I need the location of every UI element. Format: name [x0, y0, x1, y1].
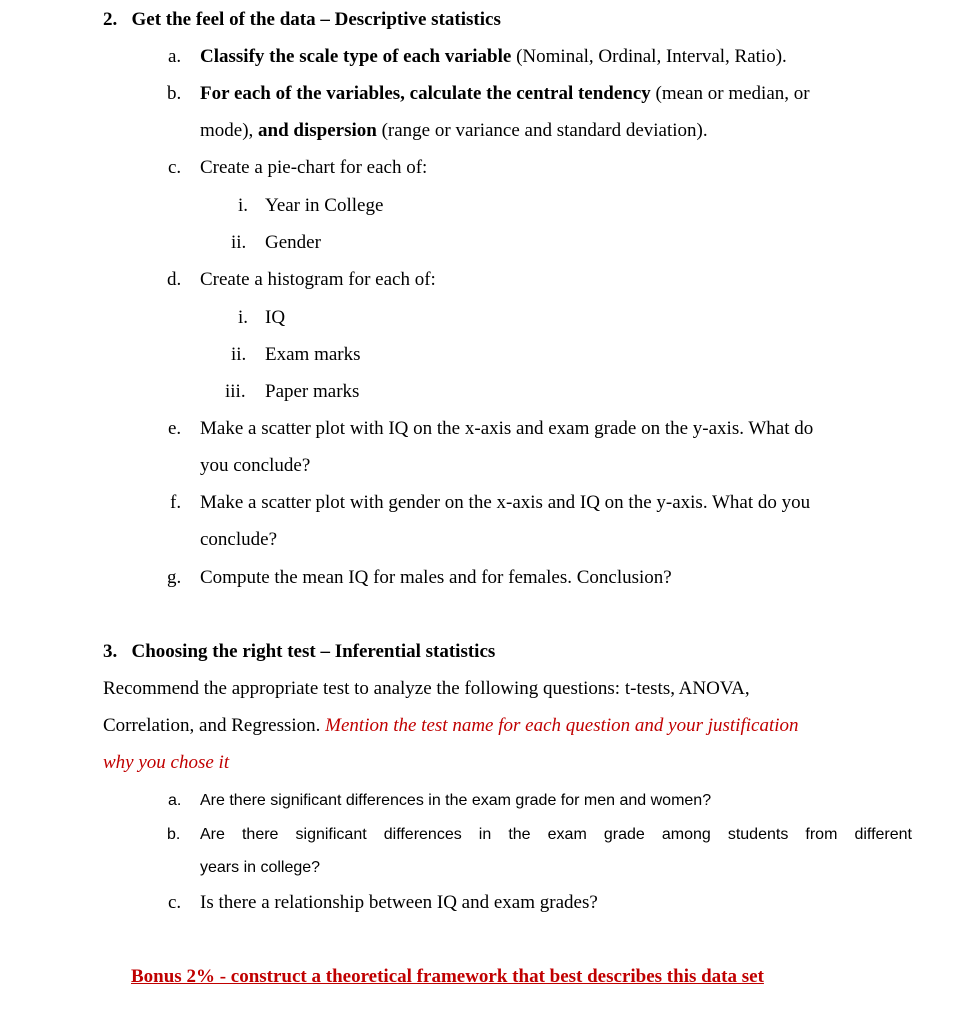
section3-heading: 3. Choosing the right test – Inferential statistics [103, 641, 496, 662]
item-2b-line2-rest: (range or variance and standard deviation). [376, 120, 708, 141]
item-2c-ii: Gender [265, 232, 321, 253]
item-2c-i: Year in College [265, 195, 384, 216]
item-2b-line2-pre: mode), [200, 120, 259, 141]
section3-intro-red: Mention the test name for each question and your justification [325, 715, 799, 736]
item-2a [200, 45, 787, 69]
bonus-line: Bonus 2% - construct a theoretical framework that best describes this data set [131, 966, 764, 987]
item-2a-rest: (Nominal, Ordinal, Interval, Ratio). [511, 46, 787, 67]
item-2f-line1: Make a scatter plot with gender on the x-axis and IQ on the y-axis. What do you [200, 492, 811, 513]
item-2d-iii-marker: iii. [225, 381, 246, 402]
item-2d-ii-marker: ii. [231, 344, 247, 365]
item-3b-line1: Are there significant differences in the exam grade among students from different [200, 826, 912, 843]
item-2c: Create a pie-chart for each of: [200, 157, 428, 178]
section3-intro-line2 [103, 714, 799, 738]
item-2b-line1 [200, 82, 810, 106]
item-3b-marker: b. [167, 826, 181, 843]
item-2e-marker: e. [168, 418, 182, 439]
item-3a-marker: a. [168, 792, 182, 809]
item-2b-line2-bold: and dispersion [258, 120, 377, 141]
item-2e-line2: you conclude? [200, 455, 311, 476]
section2-heading: 2. Get the feel of the data – Descriptive statistics [103, 9, 501, 30]
section3-intro-line1: Recommend the appropriate test to analyze the following questions: t-tests, ANOVA, [103, 678, 750, 699]
item-3c-marker: c. [168, 892, 182, 913]
item-2d-i: IQ [265, 307, 286, 328]
item-2g: Compute the mean IQ for males and for females. Conclusion? [200, 567, 672, 588]
item-2b-rest: (mean or median, or [650, 83, 810, 104]
item-2d-ii: Exam marks [265, 344, 361, 365]
item-2d-marker: d. [167, 269, 182, 290]
item-2g-marker: g. [167, 567, 182, 588]
item-3a: Are there significant differences in the exam grade for men and women? [200, 792, 712, 809]
item-2c-marker: c. [168, 157, 182, 178]
item-2a-bold: Classify the scale type of each variable [200, 46, 512, 67]
section3-intro-line3: why you chose it [103, 752, 230, 773]
item-3c: Is there a relationship between IQ and exam grades? [200, 892, 598, 913]
item-2d-i-marker: i. [238, 307, 249, 328]
item-2f-marker: f. [170, 492, 182, 513]
item-2d: Create a histogram for each of: [200, 269, 436, 290]
item-2a-marker: a. [168, 46, 182, 67]
item-2c-i-marker: i. [238, 195, 249, 216]
item-2f-line2: conclude? [200, 529, 278, 550]
item-2d-iii: Paper marks [265, 381, 360, 402]
section3-intro-plain: Correlation, and Regression. [103, 715, 326, 736]
item-2b-bold: For each of the variables, calculate the central tendency [200, 83, 651, 104]
item-2c-ii-marker: ii. [231, 232, 247, 253]
item-3b-line2: years in college? [200, 859, 321, 876]
item-2e-line1: Make a scatter plot with IQ on the x-axis and exam grade on the y-axis. What do [200, 418, 814, 439]
item-2b-line2 [200, 119, 708, 143]
item-2b-marker: b. [167, 83, 182, 104]
